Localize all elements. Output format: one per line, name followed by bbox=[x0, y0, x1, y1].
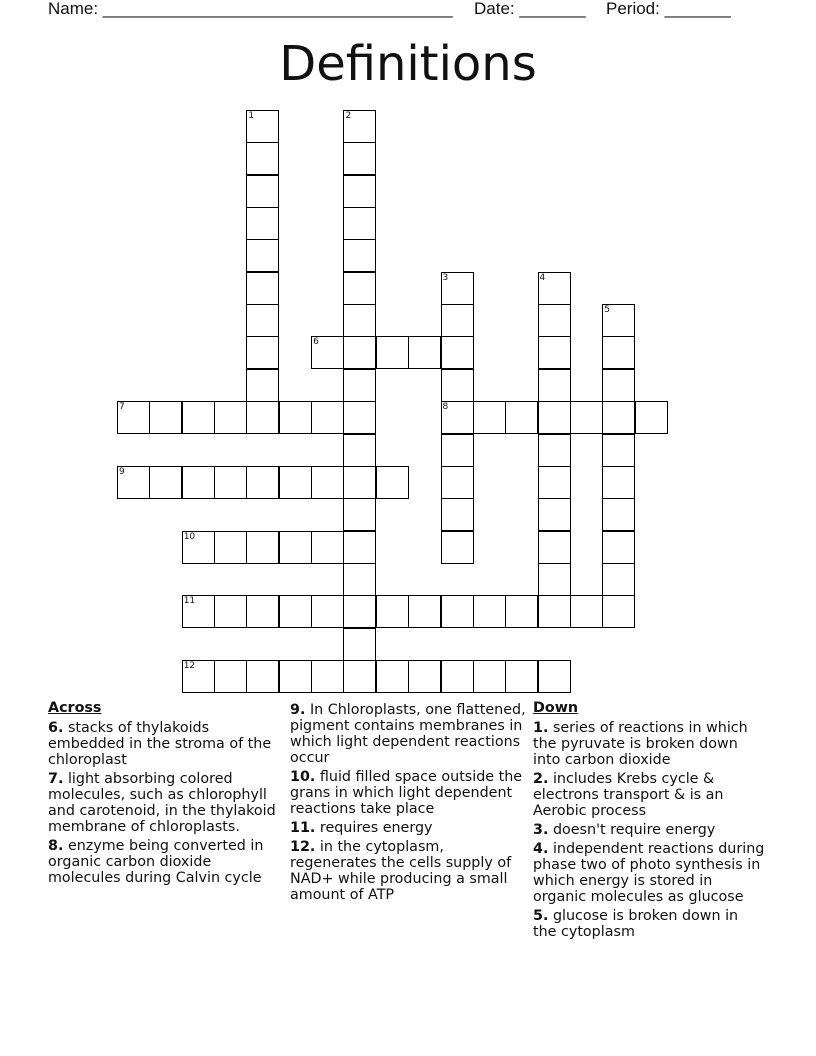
clue-number: 1. bbox=[533, 720, 549, 736]
clue-number: 4. bbox=[533, 841, 549, 857]
grid-cell[interactable] bbox=[602, 531, 635, 564]
grid-cell[interactable] bbox=[279, 531, 312, 564]
clue-item bbox=[290, 820, 526, 836]
clue-item bbox=[533, 822, 765, 838]
grid-cell[interactable] bbox=[246, 142, 279, 175]
grid-cell[interactable] bbox=[279, 660, 312, 693]
grid-cell[interactable] bbox=[538, 466, 571, 499]
grid-cell[interactable] bbox=[376, 336, 409, 369]
grid-cell[interactable] bbox=[408, 660, 441, 693]
clue-item bbox=[48, 838, 280, 886]
grid-cell[interactable] bbox=[246, 304, 279, 337]
grid-cell[interactable] bbox=[182, 466, 215, 499]
grid-cell[interactable] bbox=[343, 531, 376, 564]
grid-cell[interactable] bbox=[538, 531, 571, 564]
clue-text: In Chloroplasts, one flattened, pigment contains membranes in which light dependent reactions occur bbox=[290, 702, 526, 766]
grid-cell[interactable] bbox=[570, 401, 603, 434]
across-clue-list bbox=[48, 720, 280, 886]
grid-cell[interactable] bbox=[343, 110, 376, 143]
grid-cell[interactable] bbox=[441, 304, 474, 337]
grid-cell[interactable] bbox=[602, 466, 635, 499]
grid-cell[interactable] bbox=[408, 595, 441, 628]
grid-cell[interactable] bbox=[343, 563, 376, 596]
clue-number: 8. bbox=[48, 838, 64, 854]
grid-cell[interactable] bbox=[214, 531, 247, 564]
grid-cell[interactable] bbox=[538, 369, 571, 402]
grid-cell[interactable] bbox=[311, 595, 344, 628]
cell-number: 2 bbox=[345, 111, 352, 121]
clue-number: 6. bbox=[48, 720, 64, 736]
grid-cell[interactable] bbox=[441, 466, 474, 499]
clue-text: in the cytoplasm, regenerates the cells supply of NAD+ while producing a small amount of ATP bbox=[290, 839, 512, 903]
grid-cell[interactable] bbox=[343, 239, 376, 272]
grid-cell[interactable] bbox=[343, 660, 376, 693]
clue-item bbox=[290, 769, 526, 817]
grid-cell[interactable] bbox=[602, 401, 635, 434]
clue-item bbox=[533, 841, 765, 905]
grid-cell[interactable] bbox=[182, 531, 215, 564]
across-clues bbox=[48, 700, 280, 889]
grid-cell[interactable] bbox=[149, 401, 182, 434]
grid-cell[interactable] bbox=[538, 563, 571, 596]
clue-text: light absorbing colored molecules, such as chlorophyll and carotenoid, in the thylakoid membrane of chloroplasts. bbox=[48, 771, 276, 835]
clue-text: independent reactions during phase two of photo synthesis in which energy is stored in organic molecules as glucose bbox=[533, 841, 765, 905]
grid-cell[interactable] bbox=[602, 563, 635, 596]
grid-cell[interactable] bbox=[343, 175, 376, 208]
grid-cell[interactable] bbox=[246, 336, 279, 369]
grid-cell[interactable] bbox=[473, 595, 506, 628]
grid-cell[interactable] bbox=[343, 401, 376, 434]
cell-number: 4 bbox=[539, 272, 546, 283]
grid-cell[interactable] bbox=[246, 175, 279, 208]
clue-item bbox=[48, 720, 280, 768]
grid-cell[interactable] bbox=[602, 336, 635, 369]
grid-cell[interactable] bbox=[279, 466, 312, 499]
grid-cell[interactable] bbox=[279, 401, 312, 434]
grid-cell[interactable] bbox=[343, 628, 376, 661]
cell-number: 6 bbox=[313, 337, 319, 348]
grid-cell[interactable] bbox=[182, 660, 215, 693]
grid-cell[interactable] bbox=[635, 401, 668, 434]
grid-cell[interactable] bbox=[441, 531, 474, 564]
grid-cell[interactable] bbox=[505, 660, 538, 693]
grid-cell[interactable] bbox=[117, 401, 150, 434]
grid-cell[interactable] bbox=[441, 401, 474, 434]
grid-cell[interactable] bbox=[473, 401, 506, 434]
cell-number: 7 bbox=[119, 402, 125, 413]
grid-cell[interactable] bbox=[538, 336, 571, 369]
clue-text: enzyme being converted in organic carbon dioxide molecules during Calvin cycle bbox=[48, 838, 264, 886]
grid-cell[interactable] bbox=[343, 369, 376, 402]
grid-cell[interactable] bbox=[279, 595, 312, 628]
grid-cell[interactable] bbox=[246, 110, 279, 143]
grid-cell[interactable] bbox=[441, 434, 474, 467]
grid-cell[interactable] bbox=[149, 466, 182, 499]
grid-cell[interactable] bbox=[538, 401, 571, 434]
grid-cell[interactable] bbox=[538, 660, 571, 693]
grid-cell[interactable] bbox=[246, 466, 279, 499]
grid-cell[interactable] bbox=[246, 369, 279, 402]
clue-number: 3. bbox=[533, 822, 549, 838]
grid-cell[interactable] bbox=[214, 466, 247, 499]
grid-cell[interactable] bbox=[311, 660, 344, 693]
period-field-label: Period: _______ bbox=[606, 0, 731, 18]
grid-cell[interactable] bbox=[117, 466, 150, 499]
grid-cell[interactable] bbox=[376, 466, 409, 499]
grid-cell[interactable] bbox=[538, 595, 571, 628]
clue-number: 5. bbox=[533, 908, 549, 924]
grid-cell[interactable] bbox=[246, 239, 279, 272]
cell-number: 12 bbox=[183, 660, 196, 671]
grid-cell[interactable] bbox=[505, 401, 538, 434]
across-heading: Across bbox=[48, 700, 102, 716]
clue-number: 11. bbox=[290, 820, 316, 836]
clue-number: 12. bbox=[290, 839, 316, 855]
grid-cell[interactable] bbox=[182, 595, 215, 628]
grid-cell[interactable] bbox=[441, 336, 474, 369]
cell-number: 10 bbox=[183, 531, 196, 542]
grid-cell[interactable] bbox=[602, 369, 635, 402]
grid-cell[interactable] bbox=[473, 660, 506, 693]
grid-cell[interactable] bbox=[376, 595, 409, 628]
date-field-label: Date: _______ bbox=[474, 0, 586, 18]
grid-cell[interactable] bbox=[441, 369, 474, 402]
grid-cell[interactable] bbox=[441, 660, 474, 693]
cell-number: 11 bbox=[183, 596, 196, 607]
grid-cell[interactable] bbox=[602, 434, 635, 467]
clue-item bbox=[290, 839, 526, 903]
down-heading: Down bbox=[533, 700, 579, 716]
clue-number: 10. bbox=[290, 769, 316, 785]
grid-cell[interactable] bbox=[343, 336, 376, 369]
grid-cell[interactable] bbox=[311, 531, 344, 564]
grid-cell[interactable] bbox=[538, 304, 571, 337]
cell-number: 1 bbox=[248, 111, 255, 121]
grid-cell[interactable] bbox=[538, 434, 571, 467]
grid-cell[interactable] bbox=[602, 498, 635, 531]
grid-cell[interactable] bbox=[376, 660, 409, 693]
clue-number: 2. bbox=[533, 771, 549, 787]
down-clue-list bbox=[533, 720, 765, 940]
grid-cell[interactable] bbox=[246, 401, 279, 434]
middle-clue-list bbox=[290, 702, 526, 903]
clue-number: 7. bbox=[48, 771, 64, 787]
grid-cell[interactable] bbox=[343, 207, 376, 240]
clue-number: 9. bbox=[290, 702, 306, 718]
grid-cell[interactable] bbox=[343, 498, 376, 531]
grid-cell[interactable] bbox=[602, 595, 635, 628]
grid-cell[interactable] bbox=[343, 434, 376, 467]
clue-text: series of reactions in which the pyruvate is broken down into carbon dioxide bbox=[533, 720, 748, 768]
clue-text: includes Krebs cycle & electrons transport & is an Aerobic process bbox=[533, 771, 724, 819]
clue-text: fluid filled space outside the grans in which light dependent reactions take place bbox=[290, 769, 523, 817]
grid-cell[interactable] bbox=[505, 595, 538, 628]
grid-cell[interactable] bbox=[538, 272, 571, 305]
grid-cell[interactable] bbox=[246, 207, 279, 240]
grid-cell[interactable] bbox=[246, 531, 279, 564]
grid-cell[interactable] bbox=[538, 498, 571, 531]
cell-number: 9 bbox=[119, 466, 125, 477]
clue-item bbox=[290, 702, 526, 766]
clue-item bbox=[48, 771, 280, 835]
page-title: Definitions bbox=[279, 36, 537, 92]
grid-cell[interactable] bbox=[246, 595, 279, 628]
grid-cell[interactable] bbox=[246, 272, 279, 305]
grid-cell[interactable] bbox=[246, 660, 279, 693]
clue-item bbox=[533, 908, 765, 940]
grid-cell[interactable] bbox=[343, 272, 376, 305]
grid-cell[interactable] bbox=[214, 595, 247, 628]
grid-cell[interactable] bbox=[343, 142, 376, 175]
clue-text: stacks of thylakoids embedded in the stroma of the chloroplast bbox=[48, 720, 272, 768]
grid-cell[interactable] bbox=[343, 595, 376, 628]
clue-text: doesn't require energy bbox=[552, 822, 716, 838]
grid-cell[interactable] bbox=[182, 401, 215, 434]
grid-cell[interactable] bbox=[408, 336, 441, 369]
middle-clues bbox=[290, 702, 526, 906]
clue-item bbox=[533, 720, 765, 768]
clue-text: glucose is broken down in the cytoplasm bbox=[533, 908, 739, 940]
grid-cell[interactable] bbox=[441, 595, 474, 628]
grid-cell[interactable] bbox=[214, 660, 247, 693]
grid-cell[interactable] bbox=[311, 466, 344, 499]
cell-number: 8 bbox=[442, 402, 449, 413]
cell-number: 5 bbox=[604, 305, 610, 316]
grid-cell[interactable] bbox=[214, 401, 247, 434]
grid-cell[interactable] bbox=[602, 304, 635, 337]
grid-cell[interactable] bbox=[343, 304, 376, 337]
grid-cell[interactable] bbox=[441, 272, 474, 305]
cell-number: 3 bbox=[442, 272, 449, 283]
grid-cell[interactable] bbox=[441, 498, 474, 531]
grid-cell[interactable] bbox=[311, 336, 344, 369]
name-field-label: Name: _____________________________________ bbox=[48, 0, 453, 18]
grid-cell[interactable] bbox=[311, 401, 344, 434]
clue-item bbox=[533, 771, 765, 819]
grid-cell[interactable] bbox=[343, 466, 376, 499]
grid-cell[interactable] bbox=[570, 595, 603, 628]
down-clues bbox=[533, 700, 765, 943]
clue-text: requires energy bbox=[319, 820, 433, 836]
